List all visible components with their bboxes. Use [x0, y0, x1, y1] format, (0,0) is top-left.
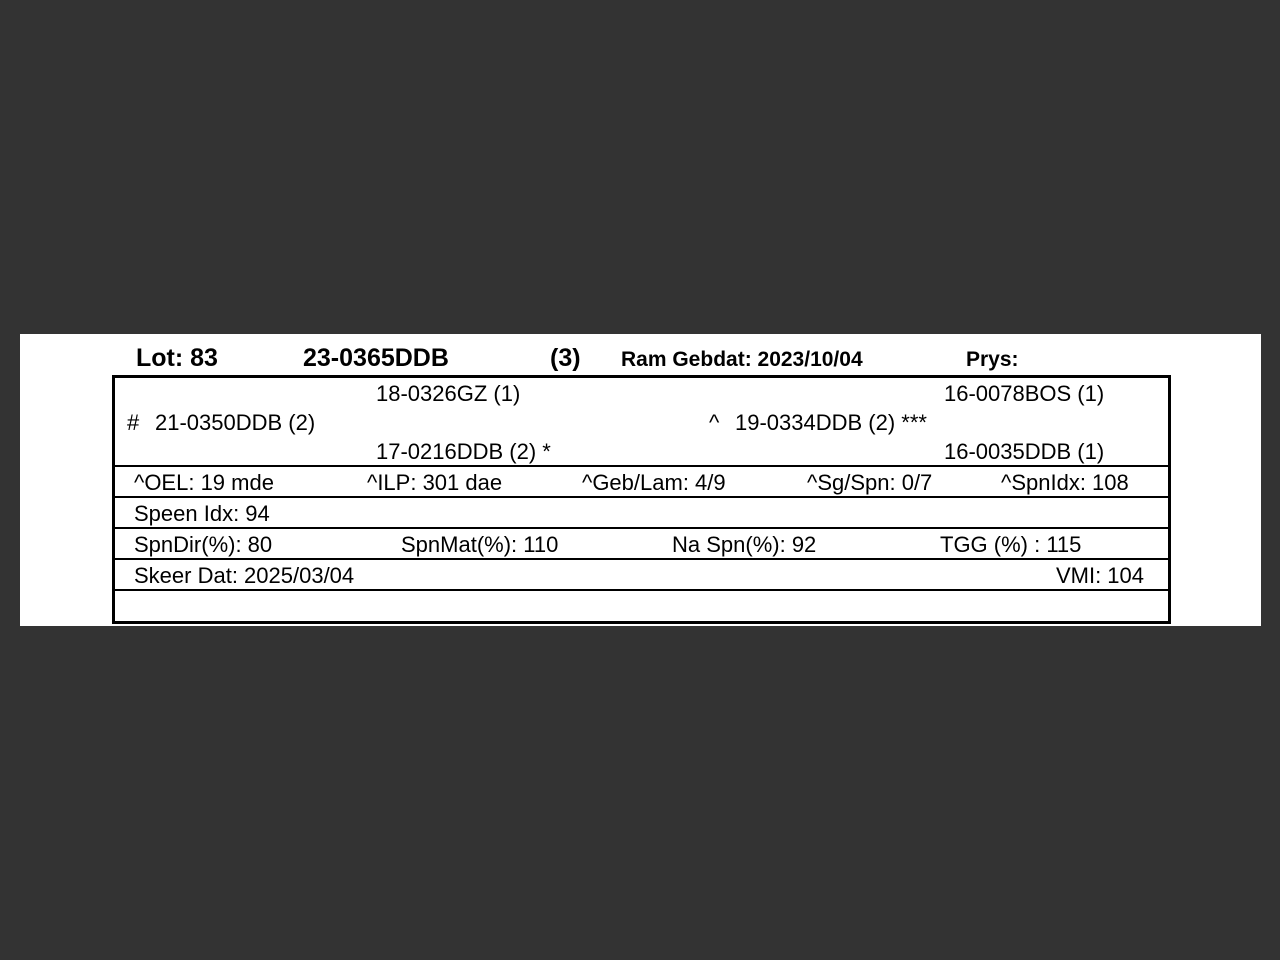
dam: 19-0334DDB (2) *** [735, 410, 927, 435]
sire-marker: # [127, 410, 140, 435]
sire: 21-0350DDB (2) [155, 410, 316, 435]
price-label: Prys: [966, 348, 1019, 371]
spn-idx-value: ^SpnIdx: 108 [1001, 470, 1129, 495]
stats-row-2 [115, 496, 1168, 528]
ram-birth-date: Ram Gebdat: 2023/10/04 [621, 348, 863, 371]
sg-spn-value: ^Sg/Spn: 0/7 [807, 470, 933, 495]
animal-tag: 23-0365DDB [303, 344, 449, 372]
animal-count: (3) [550, 344, 581, 372]
sire-dam: 17-0216DDB (2) * [376, 439, 551, 464]
speen-idx-value: Speen Idx: 94 [134, 501, 270, 526]
oel-value: ^OEL: 19 mde [134, 470, 274, 495]
dam-marker: ^ [709, 410, 720, 435]
lot-card [20, 334, 1261, 626]
sire-sire: 18-0326GZ (1) [376, 381, 521, 406]
spn-dir-value: SpnDir(%): 80 [134, 532, 273, 557]
stats-row-1 [115, 465, 1168, 497]
vmi-value: VMI: 104 [1055, 563, 1144, 588]
stats-row-3 [115, 527, 1168, 559]
dam-dam: 16-0035DDB (1) [944, 439, 1105, 464]
na-spn-value: Na Spn(%): 92 [672, 532, 817, 557]
geb-lam-value: ^Geb/Lam: 4/9 [582, 470, 726, 495]
dam-sire: 16-0078BOS (1) [944, 381, 1105, 406]
tgg-value: TGG (%) : 115 [940, 532, 1082, 557]
empty-row [115, 589, 1168, 623]
skeer-dat-value: Skeer Dat: 2025/03/04 [134, 563, 355, 588]
stats-row-4 [115, 558, 1168, 590]
lot-number: Lot: 83 [136, 344, 218, 372]
ilp-value: ^ILP: 301 dae [367, 470, 503, 495]
spn-mat-value: SpnMat(%): 110 [401, 532, 559, 557]
details-table [112, 375, 1171, 624]
